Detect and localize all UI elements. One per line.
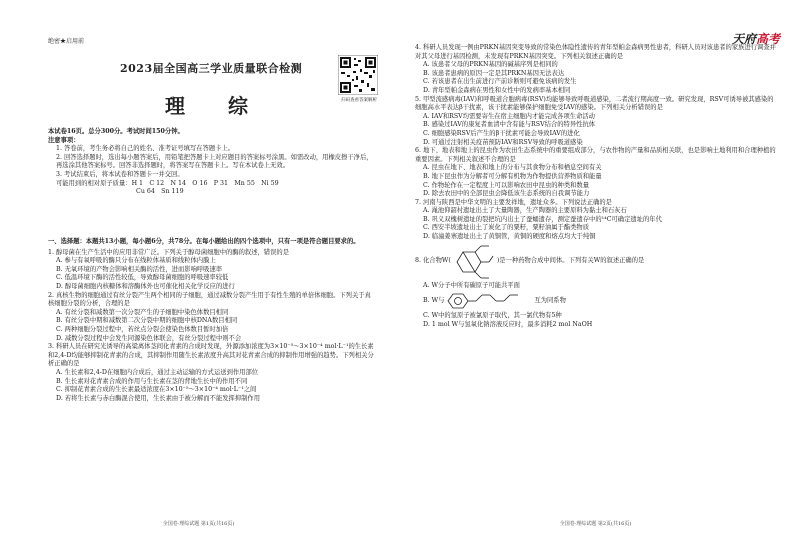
note-item: 1. 答卷前，考生务必将自己的姓名、准考证号填写在答题卡上。 (56, 145, 235, 153)
exam-info-block (48, 128, 374, 197)
option: D. 减数分裂过程中会发生同源染色体联会，有丝分裂过程中则不会 (56, 334, 242, 342)
logo-accent: 高考 (755, 32, 780, 46)
option: D. 1 mol W与氢氧化钠溶液反应时，最多消耗2 mol NaOH (423, 320, 593, 328)
secret-label: 绝密★启用前 (48, 38, 85, 45)
option: D. 临潼姜寨遗址出土了黄铜管，黄铜的硬度和熔点均大于纯铜 (423, 233, 596, 241)
option-b-post: 互为同系物 (534, 296, 566, 304)
qr-code-icon (338, 55, 378, 95)
option: B. 生长素对花青素合成的作用与生长素在茎的背地生长中的作用不同 (56, 377, 248, 385)
option-b-pre: B. W与 (423, 296, 445, 304)
option: A. W分子中所有碳原子可能共平面 (423, 281, 520, 289)
question-stem: 7. 河南与陕西是中华文明的主要发祥地，遗址众多。下列说法正确的是 (415, 198, 612, 206)
exam-title: 2023届全国高三学业质量联合检测 (120, 62, 303, 75)
page-footer: 全国卷·理综试题 第2页(共16页) (559, 521, 632, 527)
option: C. 作物轮作在一定程度上可以影响农田中昆虫的种类和数量 (423, 181, 590, 189)
option: C. 细胞感染RSV后产生的β干扰素可能会导致IAV的进化 (423, 129, 580, 137)
option: A. 生长素和2,4-D在细胞内合成后，通过主动运输的方式运送到作用部位 (56, 368, 259, 376)
option: D. 醇母菌细胞内核糖体和溶酶体外也可催化相关化学反应的进行 (56, 282, 235, 290)
option: B. 无氧环境的产物会影响相关酶的活性，进而影响呼吸速率 (56, 265, 223, 273)
option: C. 若该患者在出生前进行产前诊断则可避免该病的发生 (423, 78, 577, 86)
option: A. 有丝分裂和减数第一次分裂产生的子细胞中染色体数目相同 (56, 308, 229, 316)
question-stem: 3. 科研人员在研究光诱导的高粱离体茎间化青素的合成时发现，外源添加浓度为3×10⁻⁵～3×10⁻⁴ mol·L⁻¹的生长素和2,4-D均能够抑制花青素的合成，其抑制作用随生长素浓度升高其对花青素合成的抑制作用增强的趋势。下列相关分析正确的是 (48, 343, 374, 368)
option: D. 青年型帕金森病在男性和女性中的发病率基本相同 (423, 86, 571, 94)
qr-caption: 扫码查看答案解析 (341, 98, 377, 103)
option: C. 低温环境下酶的活性较低，导致醇母菌细胞的呼吸速率较低 (56, 274, 229, 282)
molecule-w-icon (451, 243, 497, 281)
option: B. 有丝分裂中期和减数第二次分裂中期的细胞中核DNA数目相同 (56, 317, 238, 325)
atomic-masses: 可能用到的相对原子质量：H 1 C 12 N 14 O 16 P 31 Mn 55 Ni 59 (56, 179, 279, 187)
subject-title: 理 综 (165, 94, 266, 118)
option: B. 巩义双槐树遗址的裂把坑内出土了蚕蛹遗存，测定蚕遗存中的¹⁴C可确定遗址的年代 (423, 215, 662, 223)
questions-block (415, 44, 777, 329)
option: B. 该患者患病的原因一定是其PRKN基因无法表达 (423, 69, 565, 77)
note-item: 2. 回答选择题时，选出每小题答案后，用铅笔把答题卡上对应题目的答案标号涂黑。如需改动，用橡皮擦干净后，再选涂其他答案标号。回答非选择题时，将答案写在答题卡上。写在本试卷上无效。 (56, 153, 373, 170)
question-stem-8 (415, 242, 777, 282)
q8-stem-pre: 8. 化合物W( (415, 257, 451, 265)
option: B. 地下昆虫作为分解者可分解有机物为作物提供营养物质和能量 (423, 172, 602, 180)
page-footer: 全国卷·理综试题 第1页(共16页) (162, 521, 235, 527)
option: A. 参与有氧呼吸的酶只分布在线粒体基质和线粒体内膜上 (56, 257, 216, 265)
atomic-masses-cont: Cu 64 Sn 119 (136, 188, 184, 196)
question-stem: 2. 真核生物的细胞通过有丝分裂产生两个相同的子细胞，通过减数分裂产生用于有性生殖的单倍体细胞。下列关于真核细胞分裂的分析，合理的是 (48, 291, 371, 308)
option: A. IAV和RSV均需要寄生在宿主细胞内才能完成各项生命活动 (423, 112, 595, 120)
exam-info: 本试卷16页。总分300分。考试时间150分钟。 (48, 128, 184, 135)
question-stem: 1. 醇母菌在生产生活中的应用非常广泛。下列关于醇母菌细胞中的酶的叙述，错误的是 (48, 248, 289, 256)
option: A. 渑池仰韶村遗址出土了大量陶器，生产陶器的主要原料为黏土和石灰石 (423, 207, 627, 215)
notes-title: 注意事项： (48, 136, 80, 144)
question-stem: 6. 地下、地表和地上的昆虫作为农田生态系统中的重要组成部分，与农作物的产量和品质相关联，也是影响土地利用和合理种植的重要因素。下列相关叙述不合理的是 (415, 147, 776, 163)
note-item: 3. 考试结束后，将本试卷和答题卡一并交回。 (56, 170, 184, 178)
option: C. W中的氢原子被氯原子取代，其一氯代物有5种 (423, 312, 562, 320)
logo-main: 天府 (731, 32, 756, 46)
option-b-row (415, 290, 777, 312)
q8-stem-post: )是一种药物合成中间体。下列有关W的叙述正确的是 (496, 257, 645, 265)
right-page (397, 0, 794, 547)
option: D. 可通过注射相关疫苗预防IAV和RSV导致的呼吸道感染 (423, 138, 583, 146)
option: B. 感染过IAV的康复者血清中含有能与RSV结合的特异性抗体 (423, 121, 596, 129)
option: C. 西安半坡遗址出土了炭化了的粟籽，粟籽油属于酯类物质 (423, 224, 590, 232)
option: D. 除去农田中的全部昆虫会降低该生态系统的自我调节能力 (423, 190, 590, 198)
option: C. 两种细胞分裂过程中，若丝点分裂会使染色体数目暂时加倍 (56, 325, 229, 333)
section-header: 一、选择题：本题共13小题，每小题6分，共78分。在每小题给出的四个选项中，只有一项是符合题目要求的。 (48, 238, 360, 245)
option: A. 该患者父母的PRKN基因的碱基序列是相同的 (423, 61, 558, 69)
option: C. 抑制花青素合成的生长素最适浓度在3×10⁻⁵～3×10⁻⁴ mol·L⁻¹之间 (56, 386, 257, 394)
option: D. 若将生长素与赤白酶混合使用，生长素由于被分解而不能发挥抑制作用 (56, 394, 261, 402)
question-stem: 5. 甲型流感病毒(IAV)和呼吸道合胞病毒(RSV)均能够导致呼吸道感染，二者流行期高度一致。研究发现，RSV可诱导被其感染的细胞高水平表达β干扰素，该干扰素能够保护细胞免受IAV的感染。下列相关分析错误的是 (415, 95, 774, 112)
questions-block (48, 238, 374, 403)
comparison-compound-icon (444, 291, 534, 311)
question-stem: 4. 科研人员发现一例由PRKN基因突变导致的常染色体隐性遗传的青年型帕金森病男性患者，科研人员对该患者的家族进行调查并对其父母进行基因检测，未发现有PRKN基因突变。下列相关叙述正确的是 (415, 44, 776, 60)
option: A. 昆虫在地下、地表和地上的分布与其食物分布和栖息空间有关 (423, 164, 602, 172)
